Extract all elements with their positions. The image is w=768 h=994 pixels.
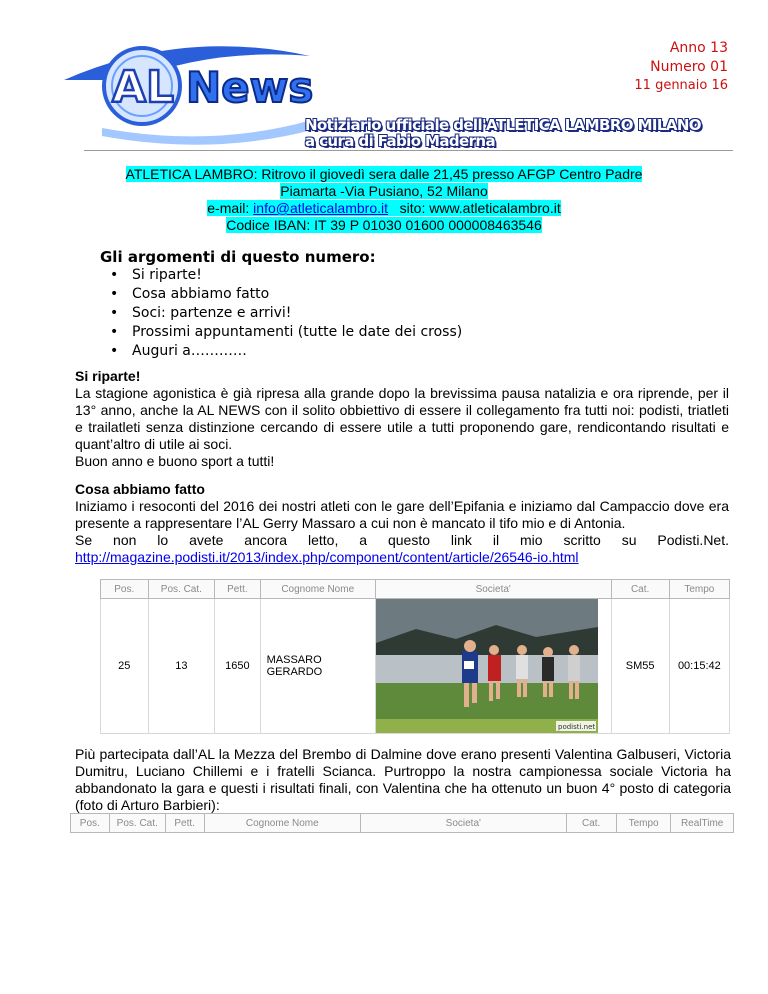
col-pos: Pos.: [71, 814, 110, 833]
paragraph: La stagione agonistica è già ripresa alla grande dopo la brevissima pausa natalizia e ora riprende, per il 13° anno, anche la AL NEWS con il solito obbiettivo di essere il collegamento fra tutti noi: podisti, triatleti e trailatleti senza distinzione cercando di essere utile a tutti proponendo gare, rendicontando risultati e quant’altro di utile ai soci.: [75, 385, 729, 452]
section-si-riparte-body: [75, 385, 729, 470]
col-tempo: Tempo: [669, 580, 729, 599]
col-nome: Cognome Nome: [260, 580, 375, 599]
col-pett: Pett.: [165, 814, 204, 833]
newsletter-tagline: Notiziario ufficiale dell'ATLETICA LAMBRO MILANO: [305, 116, 701, 134]
table-header-row: [71, 814, 734, 833]
newsletter-editor: a cura di Fabio Maderna: [305, 132, 496, 150]
info-contact: [207, 200, 560, 216]
cell-pos-cat: 13: [148, 599, 215, 734]
logo-news-text: News: [186, 63, 314, 112]
results-table-campaccio: [100, 579, 730, 734]
section-title-cosa-abbiamo-fatto: Cosa abbiamo fatto: [75, 481, 205, 497]
topics-title: Gli argomenti di questo numero:: [100, 248, 376, 266]
issue-date: 11 gennaio 16: [634, 78, 728, 93]
info-meeting-line1: ATLETICA LAMBRO: Ritrovo il giovedì sera dalle 21,45 presso AFGP Centro Padre: [125, 166, 643, 182]
col-societa: Societa': [361, 814, 566, 833]
col-pos-cat: Pos. Cat.: [148, 580, 215, 599]
photo-credit: podisti.net: [557, 723, 595, 731]
header-divider: [84, 150, 733, 151]
col-tempo: Tempo: [616, 814, 671, 833]
logo-al-text: AL: [112, 62, 175, 113]
paragraph: Più partecipata dall’AL la Mezza del Brembo di Dalmine dove erano presenti Valentina Galbuseri, Victoria Dumitru, Luciano Chillemi e i fratelli Scianca. Purtroppo la nostra campionessa sociale Victoria ha abbandonato la gara e questi i risultati finali, con Valentina che ha ottenuto un buon 4° posto di categoria (foto di Arturo Barbieri):: [75, 746, 731, 813]
col-nome: Cognome Nome: [204, 814, 361, 833]
col-cat: Cat.: [611, 580, 669, 599]
col-pos: Pos.: [101, 580, 149, 599]
topics-list: [110, 266, 462, 361]
paragraph: Iniziamo i resoconti del 2016 dei nostri atleti con le gare dell’Epifania e iniziamo dal Campaccio dove era presente a rappresentare l’AL Gerry Massaro a cui non è mancato il tifo mio e di Antonia.: [75, 498, 729, 531]
col-cat: Cat.: [566, 814, 616, 833]
article-link[interactable]: http://magazine.podisti.it/2013/index.php/component/content/article/26546-io.html: [75, 549, 579, 565]
cell-pett: 1650: [215, 599, 260, 734]
topic-item: • Cosa abbiamo fatto: [110, 285, 462, 304]
topic-item: • Soci: partenze e arrivi!: [110, 304, 462, 323]
topic-item: • Auguri a…………: [110, 342, 462, 361]
cell-cat: SM55: [611, 599, 669, 734]
paragraph-link-intro: Se non lo avete ancora letto, a questo link il mio scritto su Podisti.Net.: [75, 532, 729, 548]
table-header-row: [101, 580, 730, 599]
cell-nome: MASSARO GERARDO: [260, 599, 375, 734]
col-societa: Societa': [375, 580, 611, 599]
topic-item: • Si riparte!: [110, 266, 462, 285]
table-row: [101, 599, 730, 734]
section-title-si-riparte: Si riparte!: [75, 368, 141, 384]
info-meeting-line2: Piamarta -Via Pusiano, 52 Milano: [280, 183, 488, 199]
race-photo: [376, 599, 598, 733]
cell-tempo: 00:15:42: [669, 599, 729, 734]
col-pos-cat: Pos. Cat.: [109, 814, 165, 833]
club-info: [0, 166, 768, 234]
col-pett: Pett.: [215, 580, 260, 599]
info-iban: Codice IBAN: IT 39 P 01030 01600 000008463546: [226, 217, 542, 233]
website-text: sito: www.atleticalambro.it: [388, 200, 561, 216]
issue-year: Anno 13: [669, 40, 728, 56]
email-label: e-mail:: [207, 200, 254, 216]
email-link[interactable]: info@atleticalambro.it: [253, 200, 388, 216]
results-table-mezza-brembo: [70, 813, 734, 833]
issue-number: Numero 01: [650, 59, 728, 75]
paragraph-closing: Buon anno e buono sport a tutti!: [75, 453, 275, 469]
topic-item: • Prossimi appuntamenti (tutte le date dei cross): [110, 323, 462, 342]
cell-pos: 25: [101, 599, 149, 734]
cell-societa-photo: [375, 599, 611, 734]
section-cosa-abbiamo-fatto-body: [75, 498, 729, 566]
col-realtime: RealTime: [671, 814, 734, 833]
section-mezza-brembo-body: [75, 746, 731, 814]
